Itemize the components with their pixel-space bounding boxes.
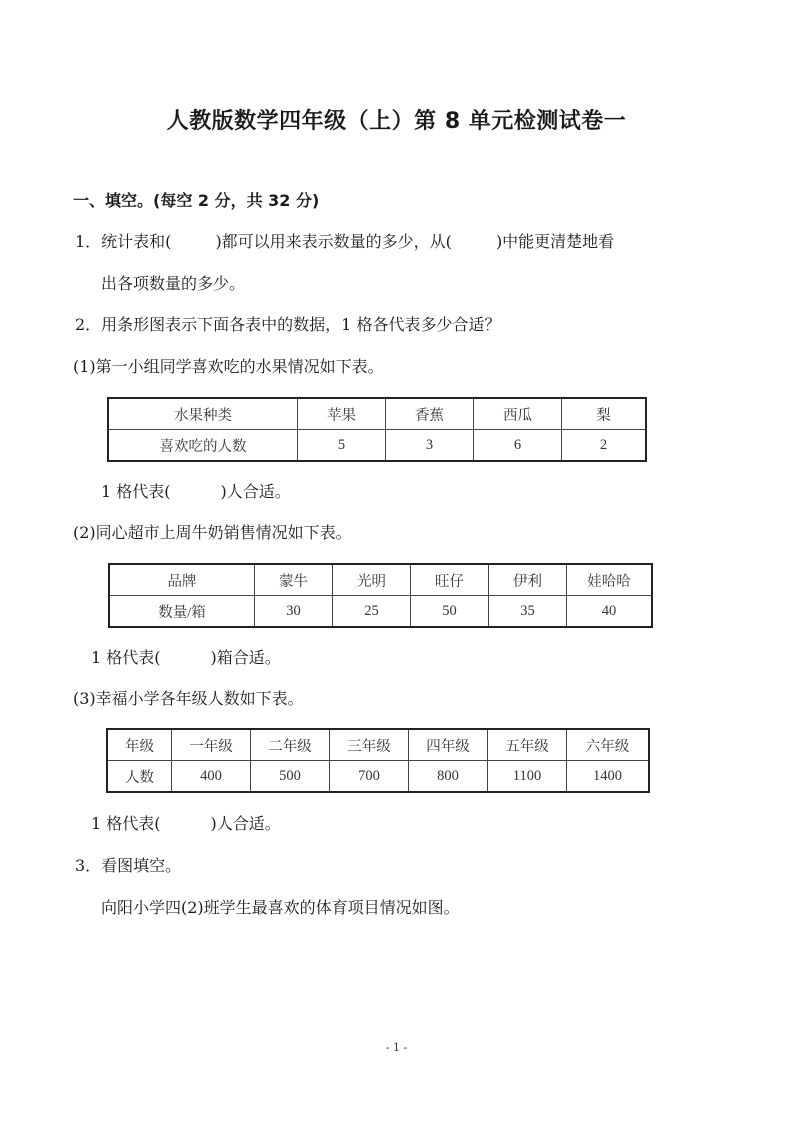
table-cell: 40 [567,596,653,628]
table-cell: 35 [489,596,567,628]
table-cell: 800 [409,761,488,793]
q1-text-c: )中能更清楚地看 [495,232,615,251]
table-cell: 旺仔 [411,564,489,596]
table-cell: 5 [298,430,386,462]
table-row [109,596,652,628]
table-cell: 500 [251,761,330,793]
table-row [108,430,646,462]
answer-prefix: 1 格代表( [91,814,161,833]
page-number: - 1 - [385,1041,408,1054]
table-cell: 700 [330,761,409,793]
table-cell: 四年级 [409,729,488,761]
question-1-line-2: 出各项数量的多少。 [101,274,246,293]
table-cell: 人数 [107,761,172,793]
table-cell: 30 [255,596,333,628]
table-cell: 25 [333,596,411,628]
table-cell: 伊利 [489,564,567,596]
question-2-stem: 2．用条形图表示下面各表中的数据，1 格各代表多少合适？ [75,315,501,334]
table-cell: 五年级 [488,729,567,761]
table-cell: 喜欢吃的人数 [108,430,298,462]
table-cell: 品牌 [109,564,255,596]
table-cell: 50 [411,596,489,628]
fruit-table [107,397,647,462]
question-3-stem: 3．看图填空。 [75,856,182,875]
table-row [107,761,649,793]
milk-sales-table [108,563,653,628]
table-cell: 400 [172,761,251,793]
table-cell: 6 [474,430,562,462]
table-cell: 一年级 [172,729,251,761]
table-cell: 苹果 [298,398,386,430]
question-1-line-1 [75,231,614,253]
part-1-caption: (1)第一小组同学喜欢吃的水果情况如下表。 [73,357,384,376]
part-3-answer [91,813,281,835]
table-cell: 水果种类 [108,398,298,430]
table-cell: 西瓜 [474,398,562,430]
q1-text-a: 1．统计表和( [75,232,172,251]
table-cell: 娃哈哈 [567,564,653,596]
table-cell: 年级 [107,729,172,761]
table-cell: 梨 [562,398,647,430]
table-cell: 三年级 [330,729,409,761]
grade-population-table [106,728,650,793]
table-cell: 3 [386,430,474,462]
part-1-answer [101,481,291,503]
table-header-row [108,398,646,430]
answer-prefix: 1 格代表( [91,648,161,667]
page-title: 人教版数学四年级（上）第 8 单元检测试卷一 [166,109,627,134]
table-header-row [107,729,649,761]
q1-text-b: )都可以用来表示数量的多少，从( [215,232,452,251]
question-3-description: 向阳小学四(2)班学生最喜欢的体育项目情况如图。 [101,898,460,917]
table-cell: 1100 [488,761,567,793]
answer-suffix: )人合适。 [220,482,291,501]
table-cell: 六年级 [567,729,650,761]
section-heading: 一、填空。(每空 2 分，共 32 分) [73,191,320,210]
part-3-caption: (3)幸福小学各年级人数如下表。 [73,689,304,708]
table-cell: 2 [562,430,647,462]
table-cell: 1400 [567,761,650,793]
answer-suffix: )箱合适。 [210,648,281,667]
answer-prefix: 1 格代表( [101,482,171,501]
part-2-caption: (2)同心超市上周牛奶销售情况如下表。 [73,523,352,542]
answer-suffix: )人合适。 [210,814,281,833]
part-2-answer [91,647,281,669]
table-cell: 光明 [333,564,411,596]
table-cell: 二年级 [251,729,330,761]
table-cell: 蒙牛 [255,564,333,596]
table-header-row [109,564,652,596]
table-cell: 数量/箱 [109,596,255,628]
table-cell: 香蕉 [386,398,474,430]
